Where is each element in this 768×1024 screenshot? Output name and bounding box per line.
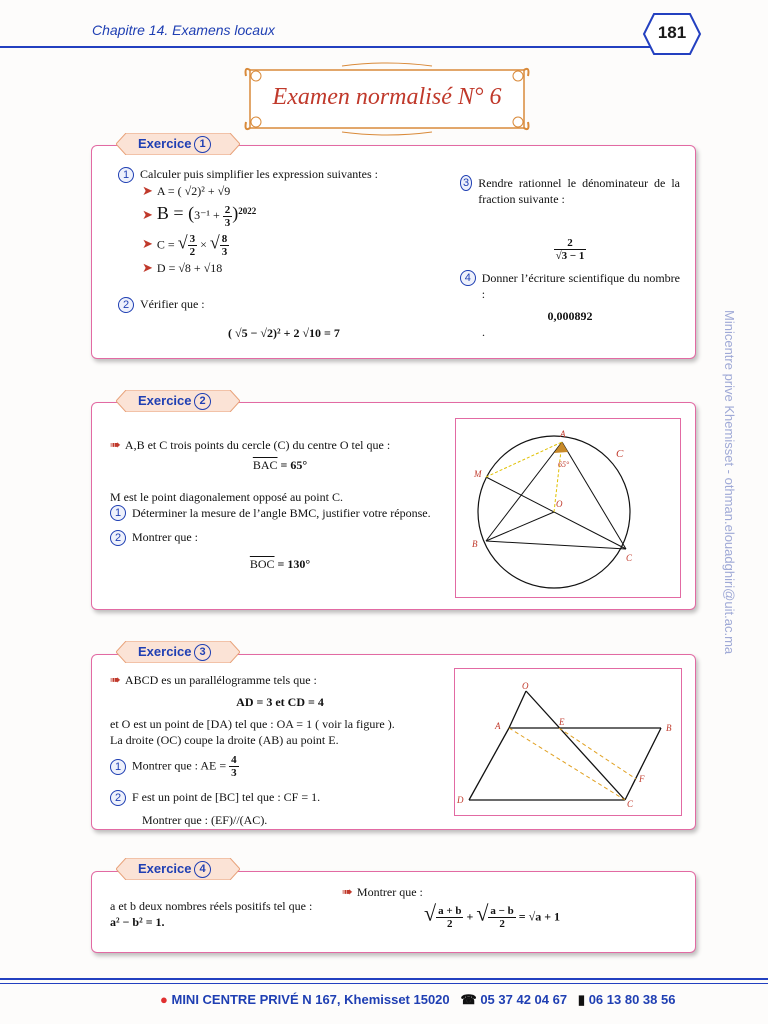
ex4-frac2 (488, 905, 515, 930)
frac-den: 3 (224, 217, 231, 229)
label-a: A (560, 429, 566, 439)
exercise-label: Exercice (138, 861, 192, 876)
footer-phone-2: 06 13 80 38 56 (588, 992, 676, 1007)
sqrt-icon: √ (476, 900, 489, 926)
label-angle: 65° (558, 460, 570, 469)
frac-num: a + b (438, 905, 462, 917)
ex1-q4-text: Donner l’écriture scientifique du nombre : (481, 271, 680, 301)
footer-phone-1: 05 37 42 04 67 (480, 992, 568, 1007)
ex3-q2-text: F est un point de [BC] tel que : CF = 1. (132, 790, 321, 804)
chapter-title: Chapitre 14. Examens locaux (92, 22, 275, 38)
exercise-4-tag (116, 858, 240, 880)
expr-c-frac2 (220, 233, 230, 258)
expr-a: A = ( √2)² + √9 (156, 184, 231, 199)
label-d: D (457, 795, 464, 805)
ex3-text (110, 672, 450, 828)
ex3-intro: ABCD es un parallélogramme tels que : (124, 673, 317, 687)
circle-geometry-figure (456, 419, 680, 597)
exercise-number: 2 (194, 393, 211, 410)
arrow-icon: ➠ (342, 884, 353, 899)
expr-b-a: 3⁻¹ + (194, 208, 220, 223)
frac-num: a − b (490, 905, 514, 917)
expr-b-post: ) (232, 203, 239, 224)
question-number: 1 (110, 505, 126, 521)
sqrt-icon: √ (177, 232, 188, 253)
times-sign: × (200, 237, 207, 252)
label-a: A (495, 721, 501, 731)
ex4-condition: a² − b² = 1. (110, 915, 165, 929)
page-number: 181 (657, 23, 687, 42)
ex1-q2-equation: ( √5 − √2)² + 2 √10 = 7 (228, 326, 340, 341)
exercise-3-tag (116, 641, 240, 663)
expr-c-pre: C = (156, 237, 175, 252)
frac-den: 3 (221, 246, 228, 258)
mobile-icon: ▮ (577, 992, 586, 1007)
ex4-show-text: Montrer que : (356, 885, 423, 899)
ex1-q3-text: Rendre rationnel le dénominateur de la fraction suivante : (478, 176, 680, 206)
ex3-q1-text: Montrer que : AE = (132, 758, 227, 773)
phone-icon: ☎ (460, 992, 477, 1007)
angle-boc: $\overline{BOC}$ (249, 557, 275, 572)
angle-bac: $\overline{BAC}$ (252, 458, 278, 472)
ex1-q2-text: Vérifier que : (140, 297, 205, 311)
ex2-text (110, 437, 450, 572)
expr-d: D = √8 + √18 (156, 261, 223, 275)
label-b: B (666, 723, 672, 733)
ex3-q1-frac (229, 754, 239, 779)
ex2-m-line: M est le point diagonalement opposé au point C. (110, 490, 343, 504)
frac-num: 2 (224, 204, 231, 216)
ex4-equation: √ $\frac{a + b}{2}$ + √ $\frac{a - b}{2}$ = √a + 1 (424, 900, 561, 930)
arrow-icon: ➤ (142, 207, 153, 223)
label-o: O (556, 499, 563, 509)
exercise-number: 1 (194, 136, 211, 153)
question-number: 4 (460, 270, 476, 286)
question-number: 3 (460, 175, 472, 191)
exercise-label: Exercice (138, 393, 192, 408)
expr-b-pre: B = ( (156, 203, 195, 224)
question-number: 2 (110, 530, 126, 546)
ex1-left-column (118, 166, 448, 341)
exercise-label: Exercice (138, 136, 192, 151)
header-rule (0, 46, 650, 48)
expr-b-exp: 2022 (238, 206, 257, 217)
ex4-left (110, 898, 350, 930)
side-watermark (722, 310, 742, 710)
frac-den: 3 (231, 767, 237, 779)
label-c: C (627, 799, 634, 809)
arrow-icon: ➠ (110, 672, 121, 687)
ex3-eq: AD = 3 et CD = 4 (236, 695, 324, 709)
ex1-q1-text: Calculer puis simplifier les expression suivantes : (140, 167, 378, 181)
ex2-figure (455, 418, 681, 598)
exercise-2-tag (116, 390, 240, 412)
frac-num: 2 (554, 237, 587, 250)
exercise-1-tag (116, 133, 240, 155)
exam-title: Examen normalisé N° 6 (272, 84, 502, 110)
arrow-icon: ➤ (142, 260, 153, 275)
ex3-q2b-text: Montrer que : (EF)//(AC). (142, 813, 268, 828)
frac-den: 2 (189, 246, 196, 258)
ex3-figure (454, 668, 682, 816)
footer-address: MINI CENTRE PRIVÉ N 167, Khemisset 15020 (171, 992, 450, 1007)
ex2-q2-text: Montrer que : (132, 530, 198, 544)
question-number: 2 (110, 790, 126, 806)
label-c: C (626, 553, 633, 563)
ex3-oc-line: La droite (OC) coupe la droite (AB) au point E. (110, 733, 339, 747)
location-pin-icon: ● (160, 992, 168, 1007)
ex1-right-column (460, 175, 680, 340)
question-number: 1 (110, 759, 126, 775)
label-m: M (474, 469, 482, 479)
exercise-number: 4 (194, 861, 211, 878)
frac-num: 8 (221, 233, 228, 245)
frac-den: 2 (447, 918, 453, 930)
parallelogram-figure (455, 669, 681, 815)
page-number-badge (642, 12, 702, 56)
footer-rule (0, 978, 768, 980)
ex4-show (342, 884, 423, 900)
frac-den: √3 − 1 (555, 250, 585, 262)
ex1-q4-number: 0,000892 (547, 309, 593, 323)
exercise-number: 3 (194, 644, 211, 661)
ex4-rhs: = √a + 1 (518, 909, 561, 924)
ex2-q1-text: Déterminer la mesure de l’angle BMC, justifier votre réponse. (132, 506, 431, 520)
label-f: F (639, 774, 645, 784)
label-circle: C (616, 448, 624, 460)
exercise-label: Exercice (138, 644, 192, 659)
frac-num: 4 (231, 754, 237, 766)
label-e: E (559, 717, 565, 727)
frac-num: 3 (189, 233, 196, 245)
arrow-icon: ➠ (110, 437, 121, 452)
ex1-q3-fraction (554, 237, 587, 262)
arrow-icon: ➤ (142, 236, 153, 252)
angle-boc-value: = 130° (274, 557, 311, 572)
ex3-o-line: et O est un point de [DA) tel que : OA = 1 ( voir la figure ). (110, 717, 395, 731)
footer (160, 992, 675, 1008)
question-number: 1 (118, 167, 134, 183)
ex4-frac1 (436, 905, 463, 930)
angle-bac-value: = 65° (277, 458, 308, 472)
arrow-icon: ➤ (142, 183, 153, 199)
ex4-intro: a et b deux nombres réels positifs tel que : (110, 899, 313, 913)
frac-den: 2 (499, 918, 505, 930)
exam-title-banner (242, 62, 532, 136)
sqrt-icon: √ (424, 900, 437, 926)
expr-b-frac (223, 204, 233, 229)
ex2-intro: A,B et C trois points du cercle (C) du centre O tel que : (124, 438, 391, 452)
side-watermark-text: Minicentre prive Khemisset - othman.elouadghiri@uit.ac.ma (722, 310, 737, 655)
stray-dot: . (482, 325, 485, 339)
label-o: O (522, 681, 529, 691)
question-number: 2 (118, 297, 134, 313)
footer-rule-thin (0, 983, 768, 984)
label-b: B (472, 539, 478, 549)
sqrt-icon: √ (209, 232, 220, 253)
expr-c-frac1 (188, 233, 198, 258)
